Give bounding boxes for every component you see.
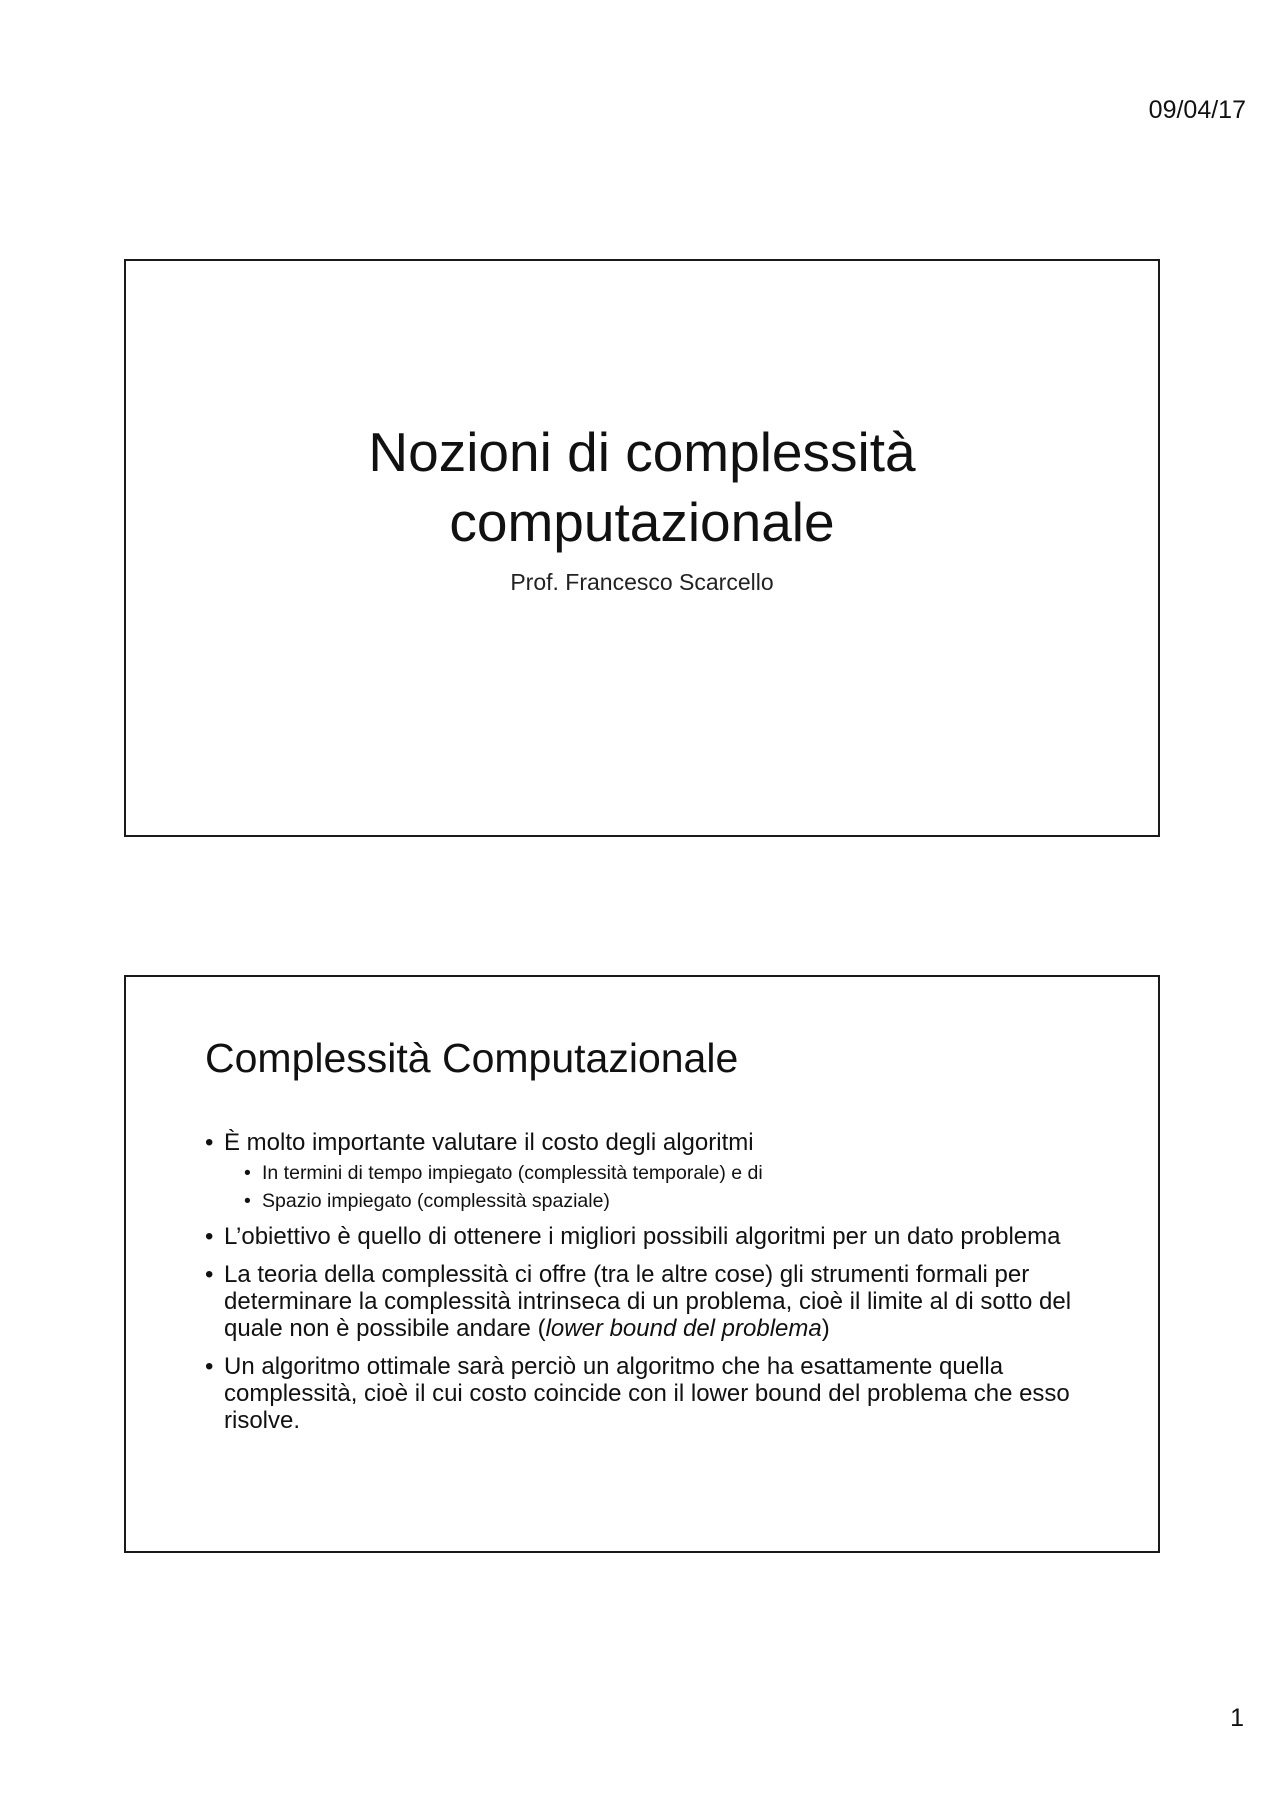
content-slide-title: Complessità Computazionale — [205, 1035, 739, 1081]
title-slide — [124, 259, 1160, 837]
title-slide-heading — [126, 417, 1158, 557]
sub-bullet-item — [224, 1159, 1105, 1187]
bullet-text-part: ) — [821, 1315, 830, 1342]
title-slide-author: Prof. Francesco Scarcello — [510, 569, 774, 595]
bullet-marker: • — [205, 1261, 214, 1288]
bullet-item — [205, 1261, 1105, 1342]
sub-bullet-text: Spazio impiegato (complessità spaziale) — [262, 1190, 610, 1212]
bullet-item — [205, 1223, 1105, 1250]
bullet-text-italic: lower bound del problema — [545, 1315, 822, 1342]
bullet-text: Un algoritmo ottimale sarà perciò un algoritmo che ha esattamente quella complessità, cioè il cui costo coincide con il lower bound del problema che esso risolve. — [224, 1353, 1070, 1434]
bullet-marker: • — [205, 1353, 214, 1380]
sub-bullet-marker: • — [244, 1190, 251, 1212]
page-number: 1 — [1230, 1704, 1244, 1732]
bullet-list — [205, 1129, 1105, 1445]
bullet-marker: • — [205, 1223, 214, 1250]
sub-bullet-marker: • — [244, 1162, 251, 1184]
bullet-text: L’obiettivo è quello di ottenere i migliori possibili algoritmi per un dato problema — [224, 1223, 1061, 1250]
bullet-item — [205, 1129, 1105, 1215]
sub-bullet-item — [224, 1187, 1105, 1215]
bullet-text — [224, 1261, 1071, 1342]
title-line-1: Nozioni di complessità — [368, 421, 916, 483]
page-date: 09/04/17 — [1148, 96, 1246, 124]
content-slide — [124, 975, 1160, 1553]
sub-bullet-list — [224, 1159, 1105, 1215]
bullet-text-part: La teoria della complessità ci offre (tra le altre cose) gli strumenti formali per determinare la complessità intrinseca di un problema, cioè il limite al di sotto del quale non è possibile andare ( — [224, 1261, 1072, 1342]
bullet-text: È molto importante valutare il costo degli algoritmi — [224, 1129, 754, 1156]
title-line-2: computazionale — [449, 491, 835, 553]
bullet-marker: • — [205, 1129, 214, 1156]
bullet-item — [205, 1353, 1105, 1434]
sub-bullet-text: In termini di tempo impiegato (complessità temporale) e di — [262, 1162, 763, 1184]
